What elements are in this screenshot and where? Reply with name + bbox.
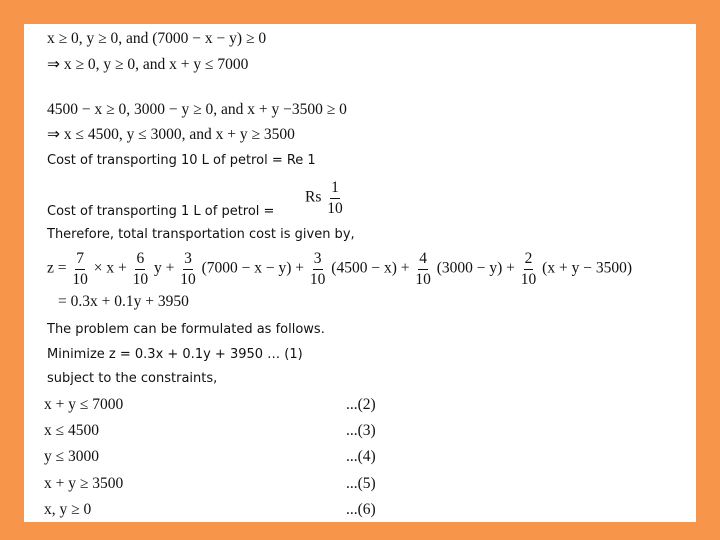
fraction-one-tenth [326, 180, 344, 216]
eq-fraction-6 [520, 251, 538, 287]
eq-frac-1-num: 7 [75, 251, 85, 270]
eq-part-6: (x + y − 3500) [542, 259, 632, 277]
formulated-text: The problem can be formulated as follows. [47, 322, 325, 337]
therefore-text: Therefore, total transportation cost is given by, [47, 227, 355, 242]
constraint-line-2: ⇒ x ≥ 0, y ≥ 0, and x + y ≤ 7000 [47, 56, 249, 73]
eq-frac-6-num: 2 [524, 251, 534, 270]
document-page [24, 24, 696, 522]
constraint-expr: x ≤ 4500 [44, 422, 100, 439]
constraint-6 [44, 501, 464, 523]
eq-frac-4-den: 10 [309, 270, 326, 288]
constraint-3 [44, 422, 464, 444]
constraint-line-4: ⇒ x ≤ 4500, y ≤ 3000, and x + y ≥ 3500 [47, 126, 295, 143]
eq-fraction-3 [179, 251, 197, 287]
rs-label: Rs [305, 188, 322, 206]
eq-part-5: (3000 − y) + [436, 259, 515, 277]
eq-frac-2-den: 10 [132, 270, 149, 288]
fraction-denominator: 10 [327, 199, 343, 217]
constraint-expr: x + y ≥ 3500 [44, 475, 124, 492]
constraint-2 [44, 396, 464, 418]
cost-10l-text: Cost of transporting 10 L of petrol = Re 1 [47, 153, 316, 168]
eq-fraction-5 [414, 251, 432, 287]
cost-equation [47, 251, 632, 287]
constraint-expr: y ≤ 3000 [44, 448, 100, 465]
constraint-expr: x + y ≤ 7000 [44, 396, 124, 413]
eq-frac-3-num: 3 [183, 251, 193, 270]
constraint-ref: ...(5) [346, 475, 376, 492]
rs-fraction [305, 180, 345, 216]
eq-frac-5-num: 4 [418, 251, 428, 270]
eq-frac-3-den: 10 [180, 270, 196, 288]
eq-part-3: (7000 − x − y) + [201, 259, 305, 277]
minimize-text: Minimize z = 0.3x + 0.1y + 3950 … (1) [47, 347, 303, 362]
simplified-cost: = 0.3x + 0.1y + 3950 [58, 293, 189, 310]
eq-fraction-2 [132, 251, 150, 287]
eq-frac-6-den: 10 [520, 270, 537, 288]
fraction-numerator: 1 [330, 180, 340, 199]
constraint-expr: x, y ≥ 0 [44, 501, 92, 518]
constraint-line-3: 4500 − x ≥ 0, 3000 − y ≥ 0, and x + y −3500 ≥ 0 [47, 101, 347, 118]
constraint-ref: ...(2) [346, 396, 376, 413]
constraint-5 [44, 475, 464, 497]
cost-1l-text: Cost of transporting 1 L of petrol = [47, 204, 275, 219]
subject-text: subject to the constraints, [47, 371, 218, 386]
constraint-4 [44, 448, 464, 470]
eq-frac-1-den: 10 [72, 270, 88, 288]
eq-frac-4-num: 3 [313, 251, 323, 270]
constraint-ref: ...(3) [346, 422, 376, 439]
eq-frac-2-num: 6 [135, 251, 145, 270]
eq-fraction-1 [71, 251, 89, 287]
constraint-ref: ...(6) [346, 501, 376, 518]
constraint-line-1: x ≥ 0, y ≥ 0, and (7000 − x − y) ≥ 0 [47, 30, 267, 47]
eq-frac-5-den: 10 [415, 270, 431, 288]
eq-part-2: y + [153, 259, 175, 277]
eq-part-1: × x + [93, 259, 127, 277]
eq-z: z = [47, 259, 67, 277]
constraint-ref: ...(4) [346, 448, 376, 465]
eq-part-4: (4500 − x) + [331, 259, 410, 277]
eq-fraction-4 [309, 251, 327, 287]
